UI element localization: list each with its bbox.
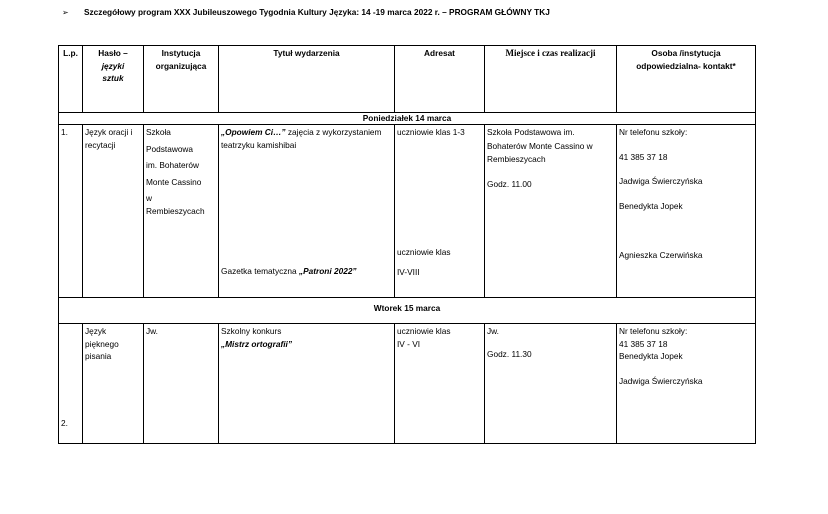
row1-adresat	[395, 125, 485, 298]
row1-lp: 1.	[59, 125, 83, 298]
row2-osoba-1: Benedykta Jopek	[619, 351, 683, 361]
row1-osoba-2: Benedykta Jopek	[619, 200, 683, 211]
row2-adresat: uczniowie klas IV - VI	[395, 324, 485, 444]
heading-text: Szczegółowy program XXX Jubileuszowego Tygodnia Kultury Języka: 14 -19 marca 2022 r. – PROGRAM GŁÓWNY TKJ	[84, 7, 550, 17]
program-heading	[62, 7, 822, 17]
day-row-tuesday	[59, 298, 756, 324]
row1-osoba-1: Jadwiga Świerczyńska	[619, 176, 703, 186]
program-table	[58, 45, 756, 444]
row2-miejsce-text: Jw.	[487, 326, 499, 336]
row1-event-2: Gazetka tematyczna „Patroni 2022”	[221, 266, 357, 276]
day-row-monday	[59, 113, 756, 125]
row1-event-1: „Opowiem Ci…” zajęcia z wykorzystaniem teatrzyku kamishibai	[221, 127, 382, 150]
row2-telefon: 41 385 37 18	[619, 338, 668, 349]
table-row-2	[59, 324, 756, 444]
arrow-bullet-icon: ➢	[62, 8, 69, 17]
row1-osoba	[617, 125, 756, 298]
row2-tytul: Szkolny konkurs „Mistrz ortografii”	[219, 324, 395, 444]
row1-miejsce-text: Szkoła Podstawowa im. Bohaterów Monte Cassino w Rembieszycach	[487, 127, 593, 164]
row2-osoba	[617, 324, 756, 444]
table-row-1	[59, 125, 756, 298]
header-row	[59, 46, 756, 113]
row1-adresat-1: uczniowie klas 1-3	[397, 127, 465, 137]
row2-haslo: Język pięknego pisania	[83, 324, 144, 444]
col-header-tytul: Tytuł wydarzenia	[219, 46, 395, 113]
row2-lp: 2.	[59, 324, 83, 444]
row2-godz: Godz. 11.30	[487, 348, 532, 359]
row1-osoba-3: Agnieszka Czerwińska	[619, 250, 703, 260]
row1-kontakt-label: Nr telefonu szkoły:	[619, 127, 688, 137]
row1-godz: Godz. 11.00	[487, 178, 532, 189]
row2-kontakt-label: Nr telefonu szkoły:	[619, 326, 688, 336]
row2-instytucja: Jw.	[144, 324, 219, 444]
row1-instytucja: Szkoła Podstawowa im. Bohaterów Monte Cassino w Rembieszycach	[144, 125, 219, 298]
row1-miejsce	[485, 125, 617, 298]
row1-telefon: 41 385 37 18	[619, 151, 668, 162]
col-header-osoba: Osoba /instytucja odpowiedzialna- kontakt*	[617, 46, 756, 113]
col-header-lp: L.p.	[59, 46, 83, 113]
day-label-tuesday: Wtorek 15 marca	[59, 298, 756, 324]
col-header-instytucja: Instytucja organizująca	[144, 46, 219, 113]
col-header-adresat: Adresat	[395, 46, 485, 113]
col-header-miejsce: Miejsce i czas realizacji	[485, 46, 617, 113]
row2-miejsce	[485, 324, 617, 444]
row1-adresat-2: uczniowie klas IV-VIII	[397, 246, 451, 277]
col-header-haslo: Hasło – języki sztuk	[83, 46, 144, 113]
row1-haslo: Język oracji i recytacji	[83, 125, 144, 298]
row2-osoba-2: Jadwiga Świerczyńska	[619, 375, 703, 386]
day-label-monday: Poniedziałek 14 marca	[59, 113, 756, 125]
row1-tytul	[219, 125, 395, 298]
